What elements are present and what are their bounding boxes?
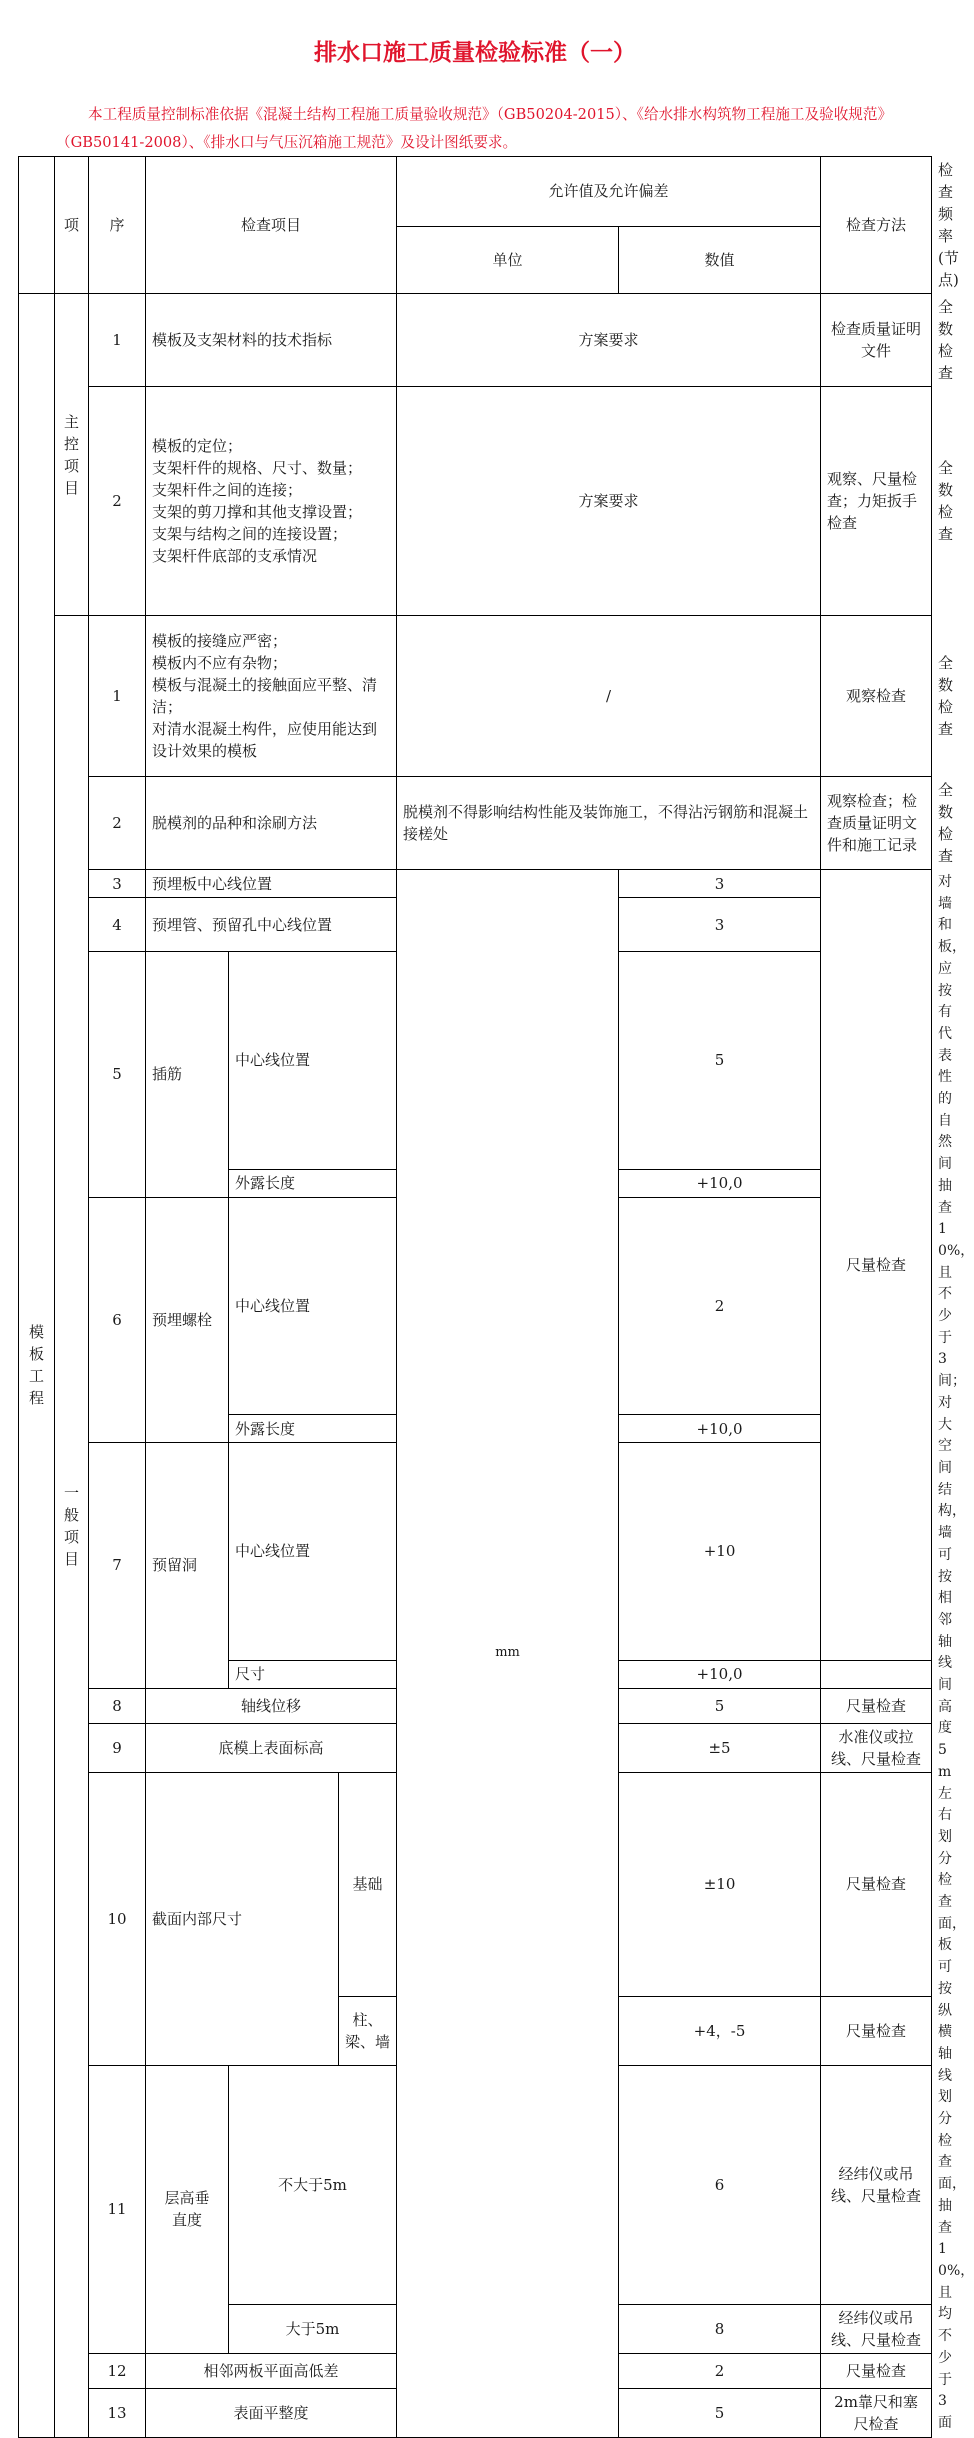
sub-item-cell: 外露长度 [229, 1415, 397, 1443]
method-cell: 尺量检查 [821, 1772, 932, 1997]
sub-item-cell: 基础 [339, 1772, 397, 1997]
check-item-cell: 模板及支架材料的技术指标 [146, 294, 397, 387]
sub-item-cell: 不大于5m [229, 2066, 397, 2305]
seq-cell: 13 [89, 2388, 146, 2437]
seq-cell: 7 [89, 1443, 146, 1689]
value-cell: 2 [619, 2353, 821, 2388]
check-item-cell: 预埋螺栓 [146, 1197, 229, 1443]
method-cell: 尺量检查 [821, 2353, 932, 2388]
table-row: 3 预埋板中心线位置 mm 3 尺量检查 对墙和板，应按有代表性的自然间抽查 10%，且不少于 3 间；对大空间结构，墙可按相邻轴线间高度 5m 左右划分检查面，板可按纵横轴线划分检查面，抽查 10%，且均不少于 3 面 [19, 870, 932, 898]
seq-cell: 1 [89, 294, 146, 387]
value-cell: +10 [619, 1443, 821, 1661]
value-cell: 3 [619, 870, 821, 898]
value-cell: 脱模剂不得影响结构性能及装饰施工，不得沾污钢筋和混凝土接槎处 [397, 777, 821, 870]
seq-cell: 8 [89, 1688, 146, 1723]
check-item-cell: 表面平整度 [146, 2388, 397, 2437]
intro-paragraph: 本工程质量控制标准依据《混凝土结构工程施工质量验收规范》（GB50204-2015）、《给水排水构筑物工程施工及验收规范》（GB50141-2008）、《排水口与气压沉箱施工规范》及设计图纸要求。 [56, 106, 893, 151]
general-group-cell: 一般项目 [55, 616, 89, 2438]
header-value: 数值 [619, 226, 821, 293]
sub-item-cell: 柱、梁、墙 [339, 1997, 397, 2066]
method-cell: 观察检查；检查质量证明文件和施工记录 [821, 777, 932, 870]
value-cell: 5 [619, 1688, 821, 1723]
check-item-cell: 预埋管、预留孔中心线位置 [146, 898, 397, 952]
value-cell: ±5 [619, 1723, 821, 1772]
check-item-cell: 预留洞 [146, 1443, 229, 1689]
table-row: 2 脱模剂的品种和涂刷方法 脱模剂不得影响结构性能及装饰施工，不得沾污钢筋和混凝土接槎处 观察检查；检查质量证明文件和施工记录 全数检查 [19, 777, 932, 870]
seq-cell: 4 [89, 898, 146, 952]
method-cell: 观察检查 [821, 616, 932, 777]
header-allow: 允许值及允许偏差 [397, 157, 821, 227]
method-cell: 经纬仪或吊线、尺量检查 [821, 2066, 932, 2305]
header-blank [19, 157, 55, 294]
seq-cell: 12 [89, 2353, 146, 2388]
check-item-cell: 截面内部尺寸 [146, 1772, 339, 2066]
header-item: 项 [55, 157, 89, 294]
method-cell: 检查质量证明文件 [821, 294, 932, 387]
value-cell: 5 [619, 2388, 821, 2437]
value-cell: 6 [619, 2066, 821, 2305]
seq-cell: 2 [89, 387, 146, 616]
seq-cell: 1 [89, 616, 146, 777]
check-item-cell: 插筋 [146, 952, 229, 1198]
check-item-cell: 脱模剂的品种和涂刷方法 [146, 777, 397, 870]
value-cell: 5 [619, 952, 821, 1170]
seq-cell: 5 [89, 952, 146, 1198]
method-cell: 经纬仪或吊线、尺量检查 [821, 2304, 932, 2353]
value-cell: 方案要求 [397, 387, 821, 616]
seq-cell: 10 [89, 1772, 146, 2066]
method-cell: 尺量检查 [821, 1688, 932, 1723]
value-cell: 2 [619, 1197, 821, 1415]
seq-cell: 11 [89, 2066, 146, 2354]
header-row: 项 序 检查项目 允许值及允许偏差 检查方法 检查频率(节点) [19, 157, 932, 227]
value-cell: 8 [619, 2304, 821, 2353]
sub-item-cell: 大于5m [229, 2304, 397, 2353]
value-cell: 方案要求 [397, 294, 821, 387]
check-item-cell: 预埋板中心线位置 [146, 870, 397, 898]
check-item-cell: 模板的定位； 支架杆件的规格、尺寸、数量； 支架杆件之间的连接； 支架的剪刀撑和其他支撑设置； 支架与结构之间的连接设置； 支架杆件底部的支承情况 [146, 387, 397, 616]
seq-cell: 2 [89, 777, 146, 870]
sub-item-cell: 中心线位置 [229, 952, 397, 1170]
page-title: 排水口施工质量检验标准（一） [314, 40, 636, 66]
value-cell: +4，-5 [619, 1997, 821, 2066]
check-item-cell: 轴线位移 [146, 1688, 397, 1723]
check-item-cell: 底模上表面标高 [146, 1723, 397, 1772]
method-cell: 2m靠尺和塞尺检查 [821, 2388, 932, 2437]
value-cell: 3 [619, 898, 821, 952]
sub-item-cell: 外露长度 [229, 1169, 397, 1197]
method-cell: 尺量检查 [821, 870, 932, 1661]
header-seq: 序 [89, 157, 146, 294]
seq-cell: 3 [89, 870, 146, 898]
value-cell: +10,0 [619, 1660, 821, 1688]
seq-cell: 6 [89, 1197, 146, 1443]
sub-item-cell: 尺寸 [229, 1660, 397, 1688]
check-item-cell: 层高垂直度 [146, 2066, 229, 2354]
inspection-table [18, 156, 974, 2438]
check-item-cell: 相邻两板平面高低差 [146, 2353, 397, 2388]
main-group-cell: 主控项目 [55, 294, 89, 616]
unit-cell: mm [397, 870, 619, 2438]
header-unit: 单位 [397, 226, 619, 293]
table-row: 一般项目 1 模板的接缝应严密； 模板内不应有杂物； 模板与混凝土的接触面应平整、清洁； 对清水混凝土构件，应使用能达到设计效果的模板 / 观察检查 全数检查 [19, 616, 932, 777]
value-cell: +10,0 [619, 1169, 821, 1197]
header-check-item: 检查项目 [146, 157, 397, 294]
header-method: 检查方法 [821, 157, 932, 294]
table-row: 2 模板的定位； 支架杆件的规格、尺寸、数量； 支架杆件之间的连接； 支架的剪刀撑和其他支撑设置； 支架与结构之间的连接设置； 支架杆件底部的支承情况 方案要求 观察、尺量检查；力矩扳手检查 全数检查 [19, 387, 932, 616]
sub-item-cell: 中心线位置 [229, 1197, 397, 1415]
value-cell: ±10 [619, 1772, 821, 1997]
category-cell: 模板工程 [19, 294, 55, 2438]
seq-cell: 9 [89, 1723, 146, 1772]
value-cell: +10,0 [619, 1415, 821, 1443]
method-cell: 尺量检查 [821, 1997, 932, 2066]
table-row: 模板工程 主控项目 1 模板及支架材料的技术指标 方案要求 检查质量证明文件 全数检查 [19, 294, 932, 387]
check-item-cell: 模板的接缝应严密； 模板内不应有杂物； 模板与混凝土的接触面应平整、清洁； 对清水混凝土构件，应使用能达到设计效果的模板 [146, 616, 397, 777]
method-cell: 观察、尺量检查；力矩扳手检查 [821, 387, 932, 616]
value-cell: / [397, 616, 821, 777]
sub-item-cell: 中心线位置 [229, 1443, 397, 1661]
method-cell: 水准仪或拉线、尺量检查 [821, 1723, 932, 1772]
